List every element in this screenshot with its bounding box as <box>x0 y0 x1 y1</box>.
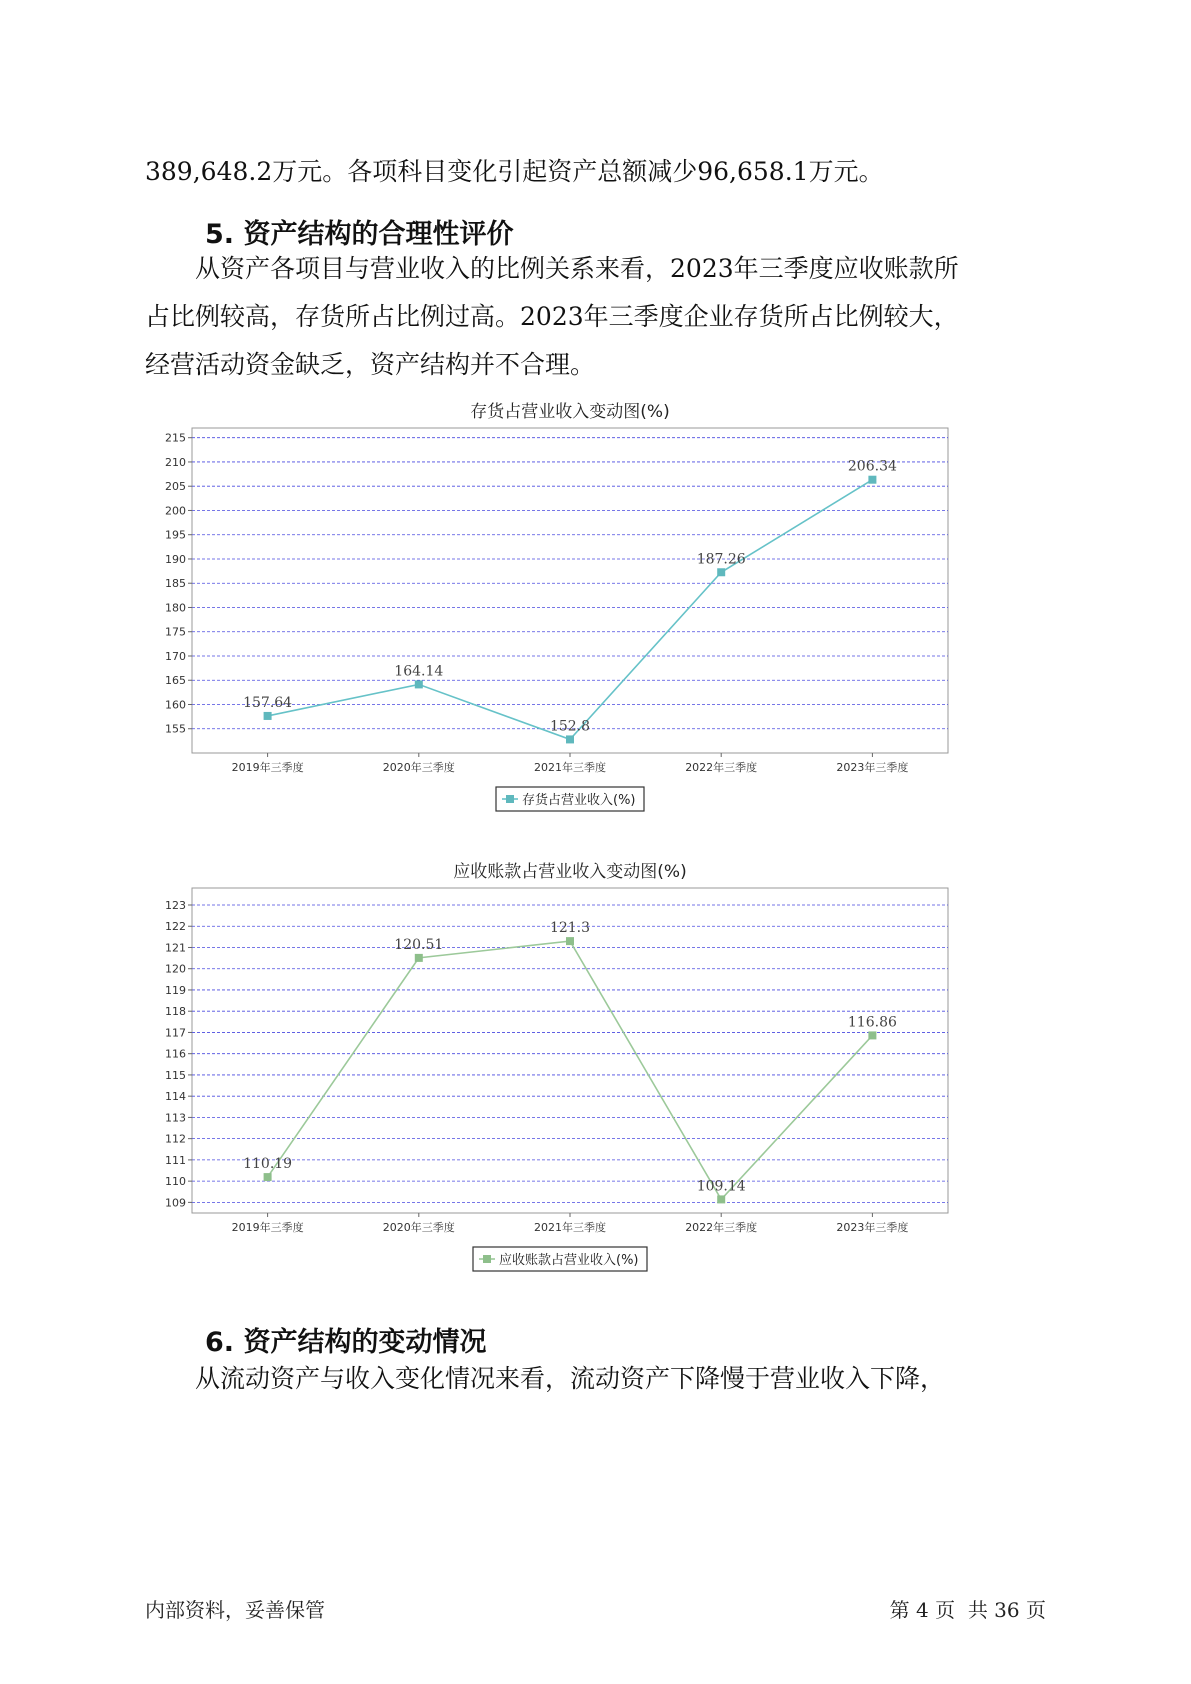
y-tick-label: 200 <box>165 504 186 518</box>
data-point <box>264 1173 272 1181</box>
section-heading-5: 5. 资产结构的合理性评价 <box>205 219 514 250</box>
y-tick-label: 110 <box>165 1175 186 1189</box>
receivables-ratio-chart <box>150 855 1030 1285</box>
data-point <box>566 937 574 945</box>
y-tick-label: 210 <box>165 455 186 469</box>
legend-label: 存货占营业收入(%) <box>522 793 636 808</box>
data-point <box>415 954 423 962</box>
section-heading-6: 6. 资产结构的变动情况 <box>205 1327 487 1358</box>
y-tick-label: 170 <box>165 649 186 663</box>
data-point <box>717 568 725 576</box>
y-tick-label: 175 <box>165 625 186 639</box>
footer-left-note: 内部资料，妥善保管 <box>145 1598 325 1622</box>
y-tick-label: 165 <box>165 674 186 688</box>
x-tick-label: 2023年三季度 <box>836 761 909 774</box>
paragraph-line: 从流动资产与收入变化情况来看，流动资产下降慢于营业收入下降， <box>195 1364 946 1393</box>
data-label: 121.3 <box>549 920 591 937</box>
footer-page-number: 第 4 页 共 36 页 <box>889 1598 1046 1622</box>
chart-title: 存货占营业收入变动图(%) <box>470 402 670 422</box>
x-tick-label: 2020年三季度 <box>382 1221 455 1234</box>
x-tick-label: 2019年三季度 <box>231 1221 304 1234</box>
inventory-ratio-chart <box>150 395 1030 825</box>
y-tick-label: 185 <box>165 577 186 591</box>
y-tick-label: 205 <box>165 480 186 494</box>
chart-title: 应收账款占营业收入变动图(%) <box>453 862 687 882</box>
y-tick-label: 160 <box>165 698 186 712</box>
chart-legend <box>496 787 644 811</box>
data-point <box>566 735 574 743</box>
chart-legend <box>473 1247 647 1271</box>
data-label: 187.26 <box>696 551 746 568</box>
y-tick-label: 109 <box>165 1196 186 1210</box>
y-tick-label: 113 <box>165 1111 186 1125</box>
x-tick-label: 2020年三季度 <box>382 761 455 774</box>
y-tick-label: 119 <box>165 983 186 997</box>
legend-swatch-marker <box>506 795 514 803</box>
x-tick-label: 2021年三季度 <box>534 1221 606 1234</box>
x-tick-label: 2023年三季度 <box>836 1221 909 1234</box>
data-label: 152.8 <box>549 718 591 735</box>
y-tick-label: 118 <box>165 1005 186 1019</box>
y-tick-label: 112 <box>165 1132 186 1146</box>
y-tick-label: 155 <box>165 722 186 736</box>
data-point <box>415 680 423 688</box>
paragraph-3 <box>145 1355 1045 1403</box>
x-tick-label: 2022年三季度 <box>685 761 758 774</box>
y-tick-label: 215 <box>165 431 186 445</box>
y-tick-label: 190 <box>165 552 186 566</box>
y-tick-label: 195 <box>165 528 186 542</box>
data-label: 206.34 <box>847 458 897 475</box>
data-label: 164.14 <box>394 663 444 680</box>
y-tick-label: 117 <box>165 1026 186 1040</box>
data-label: 109.14 <box>696 1178 746 1195</box>
data-point <box>868 476 876 484</box>
y-tick-label: 115 <box>165 1068 186 1082</box>
data-label: 116.86 <box>847 1014 897 1031</box>
data-point <box>264 712 272 720</box>
y-tick-label: 120 <box>165 962 186 976</box>
y-tick-label: 111 <box>165 1153 186 1167</box>
data-label: 120.51 <box>394 936 444 953</box>
legend-label: 应收账款占营业收入(%) <box>499 1253 639 1268</box>
y-tick-label: 122 <box>165 920 186 934</box>
paragraph-line: 从资产各项目与营业收入的比例关系来看，2023年三季度应收账款所 <box>195 254 959 283</box>
y-tick-label: 123 <box>165 898 186 912</box>
x-tick-label: 2019年三季度 <box>231 761 304 774</box>
x-tick-label: 2021年三季度 <box>534 761 606 774</box>
data-point <box>868 1031 876 1039</box>
paragraph-2 <box>145 245 1045 389</box>
paragraph-line: 占比例较高，存货所占比例过高。2023年三季度企业存货所占比例较大， <box>145 302 959 331</box>
paragraph-1 <box>145 148 1045 196</box>
x-tick-label: 2022年三季度 <box>685 1221 758 1234</box>
data-label: 110.19 <box>243 1156 293 1173</box>
data-label: 157.64 <box>243 694 293 711</box>
y-tick-label: 121 <box>165 941 186 955</box>
paragraph-line: 389,648.2万元。各项科目变化引起资产总额减少96,658.1万元。 <box>145 157 884 186</box>
y-tick-label: 116 <box>165 1047 186 1061</box>
y-tick-label: 114 <box>165 1090 186 1104</box>
plot-area <box>192 888 948 1213</box>
data-point <box>717 1195 725 1203</box>
legend-swatch-marker <box>483 1255 491 1263</box>
y-tick-label: 180 <box>165 601 186 615</box>
paragraph-line: 经营活动资金缺乏，资产结构并不合理。 <box>145 350 596 379</box>
